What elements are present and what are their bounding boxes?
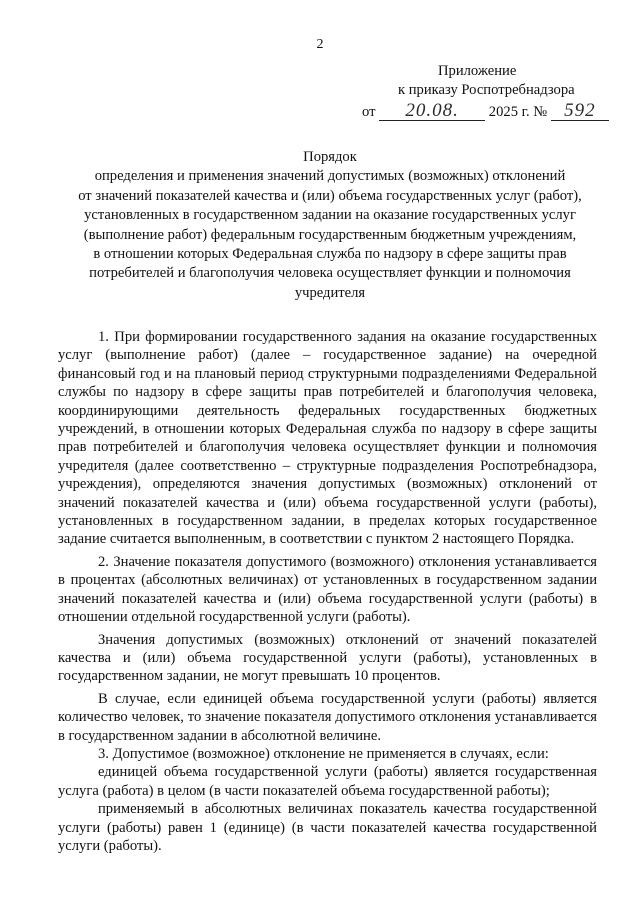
appendix-year-label: 2025 г. № — [488, 104, 548, 120]
appendix-from-label: от — [362, 104, 376, 120]
appendix-order-ref: к приказу Роспотребнадзора — [398, 82, 575, 98]
title-line: от значений показателей качества и (или) объема государственных услуг (работ), — [78, 187, 582, 204]
appendix-title: Приложение — [438, 63, 517, 79]
paragraph-1: 1. При формировании государственного задания на оказание государственных услуг (выполнение работ) (далее – государственное задание) на очередной финансовый год и на плановый период структурными подразделениями Федеральной службы по надзору в сфере защиты прав потребителей и благополучия человека, координирующими деятельность федеральных государственных бюджетных учреждений, в отношении которых Федеральная служба по надзору в сфере защиты прав потребителей и благополучия человека осуществляет функции и полномочия учредителя (далее соответственно – структурные подразделения Роспотребнадзора, учреждения), определяются значения допустимых (возможных) отклонений от значений показателей качества и (или) объема государственной услуги (работы), установленных в государственном задании, в пределах которых государственное задание считается выполненным, в соответствии с пунктом 2 настоящего Порядка. — [58, 329, 597, 548]
handwritten-number: 592 — [564, 100, 596, 121]
paragraph-3-case-2: применяемый в абсолютных величинах показатель качества государственной услуги (работы) равен 1 (единице) (в части показателей качества государственной услуги (работы). — [58, 801, 597, 854]
title-line: в отношении которых Федеральная служба по надзору в сфере защиты прав — [93, 246, 567, 263]
title-line: установленных в государственном задании на оказание государственных услуг — [84, 207, 576, 224]
paragraph-2-people: В случае, если единицей объема государственной услуги (работы) является количество человек, то значение показателя допустимого отклонения устанавливается в государственном задании в абсолютной величине. — [58, 690, 597, 744]
appendix-number-field — [551, 100, 609, 121]
paragraph-3: 3. Допустимое (возможное) отклонение не применяется в случаях, если: — [98, 745, 549, 762]
title-line: учредителя — [294, 284, 366, 301]
page-number: 2 — [316, 37, 324, 52]
title-heading: Порядок — [303, 149, 357, 165]
paragraph-3-case-1: единицей объема государственной услуги (работы) является государственная услуга (работа) в целом (в части показателей объема государственной работы); — [58, 764, 597, 799]
paragraph-2: 2. Значение показателя допустимого (возможного) отклонения устанавливается в процентах (абсолютных величинах) от установленных в государственном задании значений показателей качества и (или) объема государственной услуги (работы) в отношении отдельной государственной услуги (работы). — [58, 553, 597, 626]
appendix-date-field — [379, 100, 485, 121]
document-body — [58, 328, 597, 855]
appendix-date-line — [362, 100, 609, 121]
document-title — [40, 148, 620, 303]
title-line: потребителей и благополучия человека осуществляет функции и полномочия — [89, 265, 571, 282]
handwritten-date: 20.08. — [405, 100, 459, 121]
paragraph-2-limit: Значения допустимых (возможных) отклонений от значений показателей качества и (или) объема государственной услуги (работы), установленных в государственном задании, не могут превышать 10 процентов. — [58, 631, 597, 685]
title-line: (выполнение работ) федеральным государственным бюджетным учреждениям, — [83, 226, 577, 243]
title-line: определения и применения значений допустимых (возможных) отклонений — [94, 168, 566, 185]
